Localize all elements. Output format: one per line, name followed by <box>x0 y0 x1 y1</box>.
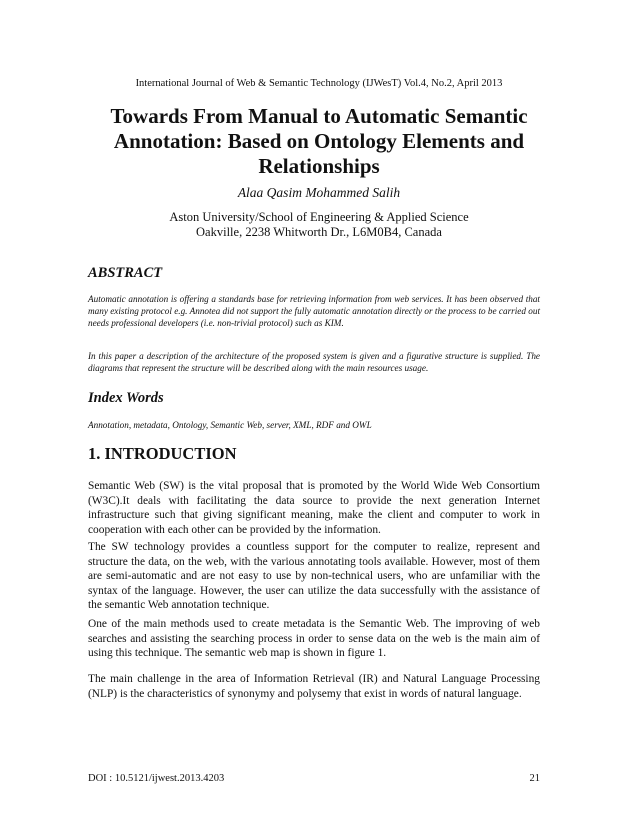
author-name: Alaa Qasim Mohammed Salih <box>237 185 401 200</box>
abstract-paragraph: In this paper a description of the architecture of the proposed system is given and a figurative structure is supplied. The diagrams that represent the structure will be described along with the main resources usage. <box>88 351 540 373</box>
body-paragraph: The main challenge in the area of Information Retrieval (IR) and Natural Language Processing (NLP) is the characteristics of synonymy and polysemy that exist in words of natural language. <box>88 673 540 700</box>
index-words-heading: Index Words <box>88 390 164 406</box>
abstract-paragraph: Automatic annotation is offering a standards base for retrieving information from web services. It has been observed that many existing protocol e.g. Annotea did not support the fully automatic annotation directly or the process to be carried out needs professional developers (i.e. non-trivial protocol) such as KIM. <box>88 294 540 328</box>
introduction-heading: 1. INTRODUCTION <box>88 444 237 463</box>
title-line: Relationships <box>258 154 380 178</box>
page-number: 21 <box>529 773 540 784</box>
body-paragraph: One of the main methods used to create metadata is the Semantic Web. The improving of web searches and assisting the searching process in order to sense data on the web is the main aim of using this technique. The semantic web map is shown in figure 1. <box>88 618 540 660</box>
affiliation-line: Oakville, 2238 Whitworth Dr., L6M0B4, Canada <box>196 225 442 239</box>
paper-title <box>60 104 578 179</box>
title-line: Annotation: Based on Ontology Elements and <box>113 129 525 153</box>
body-paragraph: Semantic Web (SW) is the vital proposal that is promoted by the World Wide Web Consortium (W3C).It deals with facilitating the data source to provide the next generation Internet infrastructure such that giving significant meaning, make the client and computer to work in cooperation with each other can be provided by the information. <box>88 480 540 536</box>
abstract-heading: ABSTRACT <box>88 265 163 281</box>
title-line: Towards From Manual to Automatic Semantic <box>110 104 528 128</box>
index-words-text: Annotation, metadata, Ontology, Semantic Web, server, XML, RDF and OWL <box>88 420 372 430</box>
running-header: International Journal of Web & Semantic Technology (IJWesT) Vol.4, No.2, April 2013 <box>135 78 503 89</box>
doi-footer: DOI : 10.5121/ijwest.2013.4203 <box>88 773 225 784</box>
affiliation-line: Aston University/School of Engineering & Applied Science <box>169 210 469 224</box>
affiliation <box>0 210 638 240</box>
body-paragraph: The SW technology provides a countless support for the computer to realize, represent and structure the data, on the web, with the various annotating tools available. However, most of them are semi-automatic and are not easy to use by non-technical users, who are unfamiliar with the syntax of the language. However, the user can utilize the data successfully with the assistance of the semantic Web annotation technique. <box>88 541 540 612</box>
